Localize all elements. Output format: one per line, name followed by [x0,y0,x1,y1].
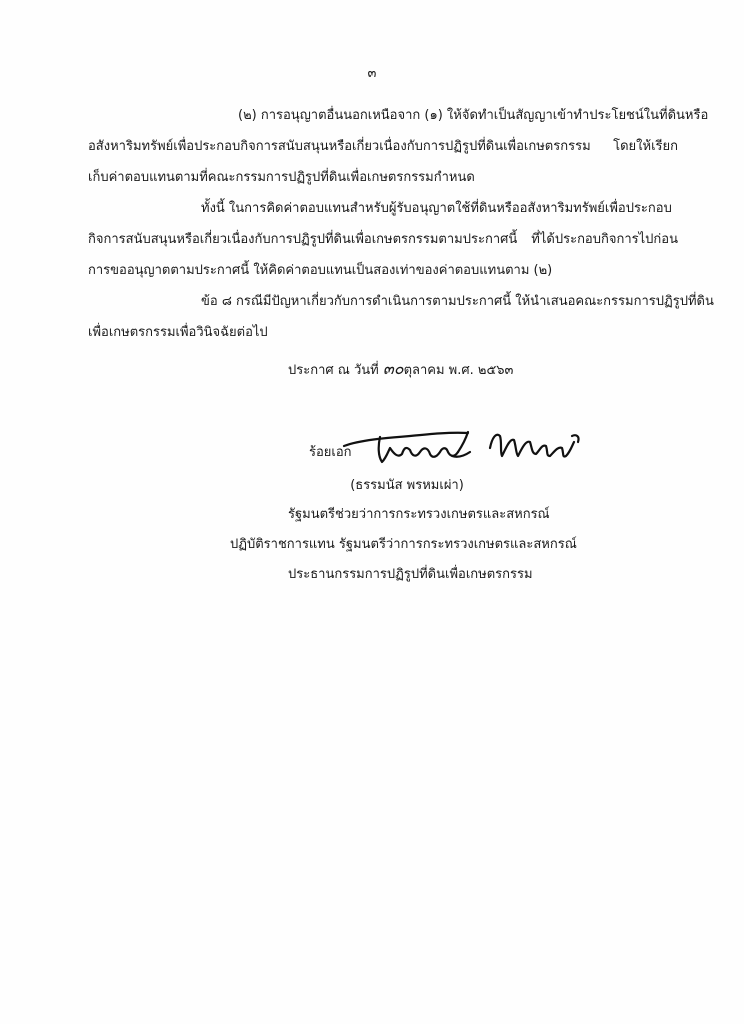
signatory-title: รัฐมนตรีช่วยว่าการกระทรวงเกษตรและสหกรณ์ [288,507,550,522]
signatory-name: (ธรรมนัส พรหมเผ่า) [350,478,464,493]
announcement-prefix: ประกาศ ณ วันที่ [288,363,383,378]
announcement-suffix: ตุลาคม พ.ศ. ๒๕๖๓ [403,363,514,378]
signatory-titles [230,500,610,590]
page-number: ๓ [367,66,377,81]
document-body [88,100,714,348]
handwritten-day: ๓๐ [382,359,404,378]
handwritten-signature [340,418,590,468]
signatory-title: ปฏิบัติราชการแทน รัฐมนตรีว่าการกระทรวงเกษตรและสหกรณ์ [230,537,577,552]
paragraph-line: อสังหาริมทรัพย์เพื่อประกอบกิจการสนับสนุนหรือเกี่ยวเนื่องกับการปฏิรูปที่ดินเพื่อเกษตรกรรม โดยให้เรียก [88,139,678,154]
paragraph-line: ข้อ ๘ กรณีมีปัญหาเกี่ยวกับการดำเนินการตามประกาศนี้ ให้นำเสนอคณะกรรมการปฏิรูปที่ดิน [201,294,714,309]
paragraph-line: กิจการสนับสนุนหรือเกี่ยวเนื่องกับการปฏิรูปที่ดินเพื่อเกษตรกรรมตามประกาศนี้ ที่ได้ประกอบกิจการไปก่อน [88,232,678,247]
signatory-rank: ร้อยเอก [309,445,352,460]
paragraph-line: เพื่อเกษตรกรรมเพื่อวินิจฉัยต่อไป [88,325,268,340]
paragraph-line: การขออนุญาตตามประกาศนี้ ให้คิดค่าตอบแทนเป็นสองเท่าของค่าตอบแทนตาม (๒) [88,263,553,278]
announcement-date [288,357,513,382]
paragraph-line: (๒) การอนุญาตอื่นนอกเหนือจาก (๑) ให้จัดทำเป็นสัญญาเข้าทำประโยชน์ในที่ดินหรือ [238,108,709,123]
signatory-title: ประธานกรรมการปฏิรูปที่ดินเพื่อเกษตรกรรม [288,567,533,582]
paragraph-line: ทั้งนี้ ในการคิดค่าตอบแทนสำหรับผู้รับอนุญาตใช้ที่ดินหรืออสังหาริมทรัพย์เพื่อประกอบ [201,201,672,216]
paragraph-line: เก็บค่าตอบแทนตามที่คณะกรรมการปฏิรูปที่ดินเพื่อเกษตรกรรมกำหนด [88,170,475,185]
